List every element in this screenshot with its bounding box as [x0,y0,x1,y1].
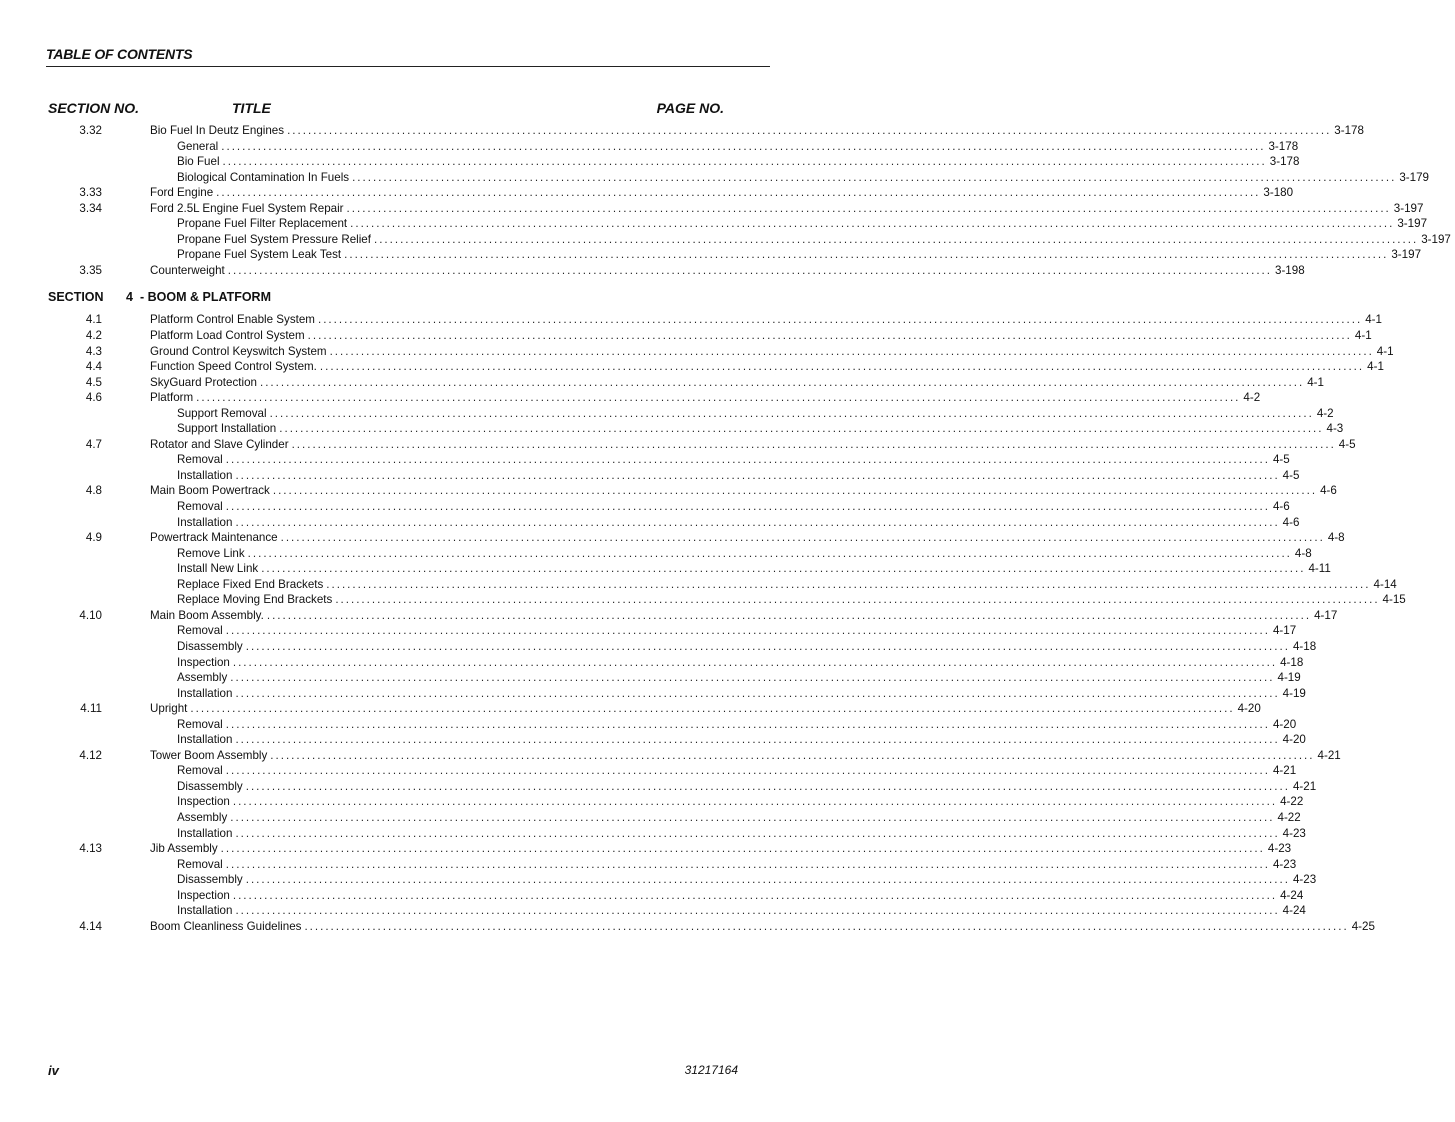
toc-entry-page: 4-17 [1314,608,1338,622]
toc-entry-title: Ford 2.5L Engine Fuel System Repair [150,201,344,215]
toc-entry-title: Rotator and Slave Cylinder [150,437,289,451]
dot-leader: ........................................................................................................................................................................................................ [225,857,1270,871]
toc-entry-page: 4-22 [1280,795,1304,809]
dot-leader: ........................................................................................................................................................................................................ [326,577,1371,591]
dot-leader: ........................................................................................................................................................................................................ [216,186,1261,200]
toc-subentry[interactable] [48,154,1300,170]
toc-entry-page: 4-21 [1292,779,1317,793]
toc-entry-title: Installation [177,686,233,700]
toc-entry-page: 4-24 [1282,904,1306,918]
dot-leader: ........................................................................................................................................................................................................ [266,608,1312,622]
toc-subentry[interactable] [48,763,1297,779]
toc-subentry[interactable] [48,452,1290,468]
toc-entry-title: Removal [177,500,223,514]
toc-entry-title: Support Removal [177,406,267,420]
toc-entry-page: 4-21 [1272,764,1297,778]
dot-leader: ........................................................................................................................................................................................................ [269,406,1314,420]
page-title: TABLE OF CONTENTS [46,46,193,62]
toc-entry-number: 4.9 [85,531,102,545]
toc-entry-page: 3-197 [1421,232,1451,246]
dot-leader: ........................................................................................................................................................................................................ [245,639,1290,653]
toc-subentry[interactable] [48,139,1299,155]
toc-group-section-3 [48,123,1451,278]
toc-entry-page: 4-19 [1277,671,1301,685]
toc-entry-title: Assembly [177,671,228,685]
toc-entry-page: 4-25 [1351,919,1375,933]
toc-entry-number: 4.4 [85,360,102,374]
dot-leader: ........................................................................................................................................................................................................ [225,717,1270,731]
toc-entry-title: Install New Link [177,562,259,576]
toc-entry-number: 3.33 [79,186,102,200]
toc-entry-title: Function Speed Control System. [150,360,317,374]
section-heading-label: SECTION [48,290,104,305]
toc-entry[interactable] [48,390,1261,406]
dot-leader: ........................................................................................................................................................................................................ [245,779,1290,793]
dot-leader: ........................................................................................................................................................................................................ [317,313,1363,327]
toc-entry-number: 4.12 [79,748,102,762]
dot-leader: ........................................................................................................................................................................................................ [291,437,1336,451]
toc-entry-page: 3-179 [1399,170,1429,184]
section-heading-title: - BOOM & PLATFORM [140,290,271,305]
toc-subentry[interactable] [48,592,1406,608]
toc-subentry[interactable] [48,561,1331,577]
toc-entry-page: 4-23 [1282,826,1306,840]
dot-leader: ........................................................................................................................................................................................................ [225,764,1270,778]
toc-entry[interactable] [48,437,1356,453]
dot-leader: ........................................................................................................................................................................................................ [232,888,1278,902]
toc-subentry[interactable] [48,515,1300,531]
toc-entry[interactable] [48,263,1305,279]
toc-entry-title: Tower Boom Assembly [150,748,268,762]
toc-entry-page: 4-18 [1280,655,1304,669]
toc-subentry[interactable] [48,546,1312,562]
toc-subentry[interactable] [48,888,1304,904]
toc-entry-title: Replace Moving End Brackets [177,593,333,607]
toc-entry-title: Removal [177,764,223,778]
toc-entry-title: Disassembly [177,639,243,653]
toc-list [48,123,1451,934]
dot-leader: ........................................................................................................................................................................................................ [335,593,1380,607]
dot-leader: ........................................................................................................................................................................................................ [196,391,1241,405]
toc-entry-page: 4-20 [1272,717,1297,731]
toc-subentry[interactable] [48,623,1297,639]
dot-leader: ........................................................................................................................................................................................................ [270,748,1315,762]
toc-entry-number: 4.14 [79,919,102,933]
toc-entry-title: Propane Fuel System Leak Test [177,248,342,262]
toc-entry[interactable] [48,312,1382,328]
toc-entry-number: 3.35 [79,263,102,277]
dot-leader: ........................................................................................................................................................................................................ [227,263,1272,277]
dot-leader: ........................................................................................................................................................................................................ [235,826,1280,840]
toc-entry-number: 4.1 [85,313,102,327]
dot-leader: ........................................................................................................................................................................................................ [220,842,1265,856]
toc-subentry[interactable] [48,670,1301,686]
toc-group-section-4 [48,312,1406,934]
toc-entry-page: 3-197 [1397,217,1428,231]
toc-entry-title: Propane Fuel System Pressure Relief [177,232,371,246]
toc-entry-page: 4-5 [1272,453,1290,467]
toc-entry-page: 4-5 [1282,468,1300,482]
toc-entry-title: Platform Load Control System [150,329,305,343]
toc-entry-number: 4.6 [85,391,102,405]
toc-entry-title: Assembly [177,810,228,824]
toc-entry[interactable] [48,375,1324,391]
toc-subentry[interactable] [48,686,1306,702]
dot-leader: ........................................................................................................................................................................................................ [307,329,1352,343]
dot-leader: ........................................................................................................................................................................................................ [280,531,1325,545]
dot-leader: ........................................................................................................................................................................................................ [225,624,1270,638]
toc-entry-title: Platform [150,391,194,405]
toc-entry-page: 3-180 [1263,186,1294,200]
toc-entry[interactable] [48,359,1384,375]
toc-entry-page: 4-1 [1354,329,1372,343]
toc-entry[interactable] [48,123,1364,139]
toc-entry-page: 3-197 [1393,201,1424,215]
toc-entry-page: 3-198 [1275,263,1305,277]
toc-entry-number: 4.2 [85,329,102,343]
footer-doc-number: 31217164 [684,1063,738,1077]
toc-entry-title: Ford Engine [150,186,214,200]
toc-subentry[interactable] [48,468,1300,484]
dot-leader: ........................................................................................................................................................................................................ [352,170,1397,184]
toc-entry-title: Main Boom Powertrack [150,484,270,498]
toc-entry-title: Inspection [177,888,230,902]
section-heading [48,284,718,310]
toc-subentry[interactable] [48,421,1344,437]
toc-entry[interactable] [48,185,1294,201]
toc-entry-title: Disassembly [177,779,243,793]
dot-leader: ........................................................................................................................................................................................................ [235,686,1280,700]
toc-entry-page: 4-19 [1282,686,1306,700]
toc-entry-number: 4.5 [85,375,102,389]
toc-entry-page: 4-20 [1237,702,1261,716]
toc-entry[interactable] [48,608,1338,624]
toc-subentry[interactable] [48,857,1297,873]
dot-leader: ........................................................................................................................................................................................................ [279,422,1324,436]
toc-entry-page: 4-11 [1308,562,1331,576]
toc-subentry[interactable] [48,717,1297,733]
toc-entry-title: Jib Assembly [150,842,218,856]
toc-entry-number: 4.10 [79,608,102,622]
dot-leader: ........................................................................................................................................................................................................ [232,655,1278,669]
toc-subentry[interactable] [48,170,1429,186]
toc-subentry[interactable] [48,732,1306,748]
toc-subentry[interactable] [48,232,1451,248]
toc-subentry[interactable] [48,216,1428,232]
dot-leader: ........................................................................................................................................................................................................ [230,810,1275,824]
toc-entry-number: 4.13 [79,842,102,856]
dot-leader: ........................................................................................................................................................................................................ [225,453,1270,467]
toc-entry-title: Inspection [177,795,230,809]
toc-entry-title: Disassembly [177,873,243,887]
toc-entry-title: Removal [177,624,223,638]
toc-entry-page: 4-18 [1292,639,1317,653]
toc-entry-title: Installation [177,515,233,529]
toc-entry-page: 4-17 [1272,624,1297,638]
toc-entry-page: 4-20 [1282,733,1306,747]
toc-entry-number: 4.7 [85,437,102,451]
toc-entry-page: 4-6 [1272,500,1290,514]
toc-entry-page: 4-2 [1243,391,1261,405]
toc-entry-page: 3-178 [1268,139,1299,153]
toc-subentry[interactable] [48,872,1317,888]
dot-leader: ........................................................................................................................................................................................................ [346,201,1391,215]
toc-entry[interactable] [48,328,1372,344]
dot-leader: ........................................................................................................................................................................................................ [235,515,1280,529]
toc-subentry[interactable] [48,639,1317,655]
toc-entry-page: 4-22 [1277,810,1301,824]
toc-entry-page: 4-24 [1280,888,1304,902]
toc-entry-page: 4-8 [1327,531,1345,545]
toc-subentry[interactable] [48,826,1306,842]
toc-entry-title: Remove Link [177,546,245,560]
toc-entry-title: Inspection [177,655,230,669]
toc-entry[interactable] [48,841,1292,857]
toc-entry-title: Main Boom Assembly. [150,608,264,622]
toc-entry-title: Installation [177,733,233,747]
toc-entry-number: 4.3 [85,344,102,358]
dot-leader: ........................................................................................................................................................................................................ [230,671,1275,685]
toc-entry-page: 4-23 [1267,842,1292,856]
page-header [46,46,770,67]
toc-entry-page: 4-8 [1294,546,1312,560]
dot-leader: ........................................................................................................................................................................................................ [221,139,1266,153]
dot-leader: ........................................................................................................................................................................................................ [287,124,1332,137]
dot-leader: ........................................................................................................................................................................................................ [235,904,1280,918]
dot-leader: ........................................................................................................................................................................................................ [319,360,1365,374]
toc-entry[interactable] [48,530,1345,546]
dot-leader: ........................................................................................................................................................................................................ [259,375,1305,389]
toc-entry-title: Removal [177,453,223,467]
toc-entry-title: Boom Cleanliness Guidelines [150,919,302,933]
toc-entry-title: Removal [177,857,223,871]
toc-entry-page: 4-1 [1376,344,1394,358]
dot-leader: ........................................................................................................................................................................................................ [222,155,1267,169]
toc-entry-page: 4-15 [1382,593,1406,607]
page-no-header: PAGE NO. [656,100,724,116]
toc-entry-title: Powertrack Maintenance [150,531,278,545]
toc-entry-title: Platform Control Enable System [150,313,315,327]
toc-entry-page: 4-21 [1317,748,1341,762]
section-heading-number: 4 [126,290,133,305]
dot-leader: ........................................................................................................................................................................................................ [235,468,1280,482]
toc-entry-title: Removal [177,717,223,731]
toc-subentry[interactable] [48,794,1304,810]
dot-leader: ........................................................................................................................................................................................................ [232,795,1278,809]
toc-entry-title: Installation [177,468,233,482]
toc-entry-title: General [177,139,219,153]
toc-entry-page: 4-23 [1272,857,1297,871]
toc-entry-title: SkyGuard Protection [150,375,257,389]
toc-entry[interactable] [48,483,1337,499]
section-no-header: SECTION NO. [48,100,140,116]
toc-entry[interactable] [48,701,1261,717]
toc-subentry[interactable] [48,247,1422,263]
toc-subentry[interactable] [48,655,1304,671]
toc-entry[interactable] [48,748,1341,764]
title-header: TITLE [232,100,271,116]
dot-leader: ........................................................................................................................................................................................................ [329,344,1374,358]
toc-entry-page: 4-14 [1373,577,1397,591]
dot-leader: ........................................................................................................................................................................................................ [245,873,1290,887]
dot-leader: ........................................................................................................................................................................................................ [247,546,1292,560]
dot-leader: ........................................................................................................................................................................................................ [225,500,1270,514]
toc-entry-number: 3.34 [79,201,102,215]
dot-leader: ........................................................................................................................................................................................................ [344,248,1389,262]
toc-entry-title: Biological Contamination In Fuels [177,170,350,184]
toc-entry-number: 4.11 [80,702,102,716]
toc-subentry[interactable] [48,577,1397,593]
dot-leader: ........................................................................................................................................................................................................ [373,232,1419,246]
toc-entry-title: Ground Control Keyswitch System [150,344,327,358]
toc-entry[interactable] [48,344,1394,360]
toc-entry-title: Bio Fuel In Deutz Engines [150,124,285,137]
toc-entry-title: Installation [177,904,233,918]
toc-entry-page: 4-3 [1326,422,1344,436]
toc-entry-number: 3.32 [79,124,102,137]
toc-entry-page: 4-23 [1292,873,1317,887]
toc-entry-page: 4-1 [1365,313,1382,327]
toc-subentry[interactable] [48,406,1334,422]
toc-subentry[interactable] [48,903,1306,919]
toc-entry-page: 4-6 [1320,484,1337,498]
toc-entry-title: Upright [150,702,188,716]
column-headers [48,100,728,120]
toc-subentry[interactable] [48,810,1301,826]
toc-entry-page: 3-178 [1269,155,1300,169]
toc-entry-page: 4-6 [1282,515,1300,529]
toc-entry-number: 4.8 [85,484,102,498]
toc-entry-title: Bio Fuel [177,155,220,169]
toc-entry-title: Propane Fuel Filter Replacement [177,217,348,231]
dot-leader: ........................................................................................................................................................................................................ [350,217,1395,231]
toc-entry-page: 4-1 [1307,375,1324,389]
dot-leader: ........................................................................................................................................................................................................ [190,702,1235,716]
toc-subentry[interactable] [48,779,1317,795]
dot-leader: ........................................................................................................................................................................................................ [235,733,1280,747]
toc-entry-page: 3-178 [1334,124,1364,137]
toc-subentry[interactable] [48,499,1290,515]
dot-leader: ........................................................................................................................................................................................................ [261,562,1306,576]
toc-entry[interactable] [48,919,1375,935]
toc-entry-page: 4-2 [1316,406,1334,420]
toc-entry-page: 3-197 [1391,248,1422,262]
toc-entry-title: Support Installation [177,422,277,436]
toc-entry[interactable] [48,201,1424,217]
footer-page-number: iv [48,1063,59,1078]
toc-entry-page: 4-5 [1338,437,1356,451]
toc-entry-title: Replace Fixed End Brackets [177,577,324,591]
dot-leader: ........................................................................................................................................................................................................ [272,484,1318,498]
toc-entry-title: Counterweight [150,263,225,277]
toc-entry-title: Installation [177,826,233,840]
dot-leader: ........................................................................................................................................................................................................ [304,919,1349,933]
toc-entry-page: 4-1 [1367,360,1384,374]
